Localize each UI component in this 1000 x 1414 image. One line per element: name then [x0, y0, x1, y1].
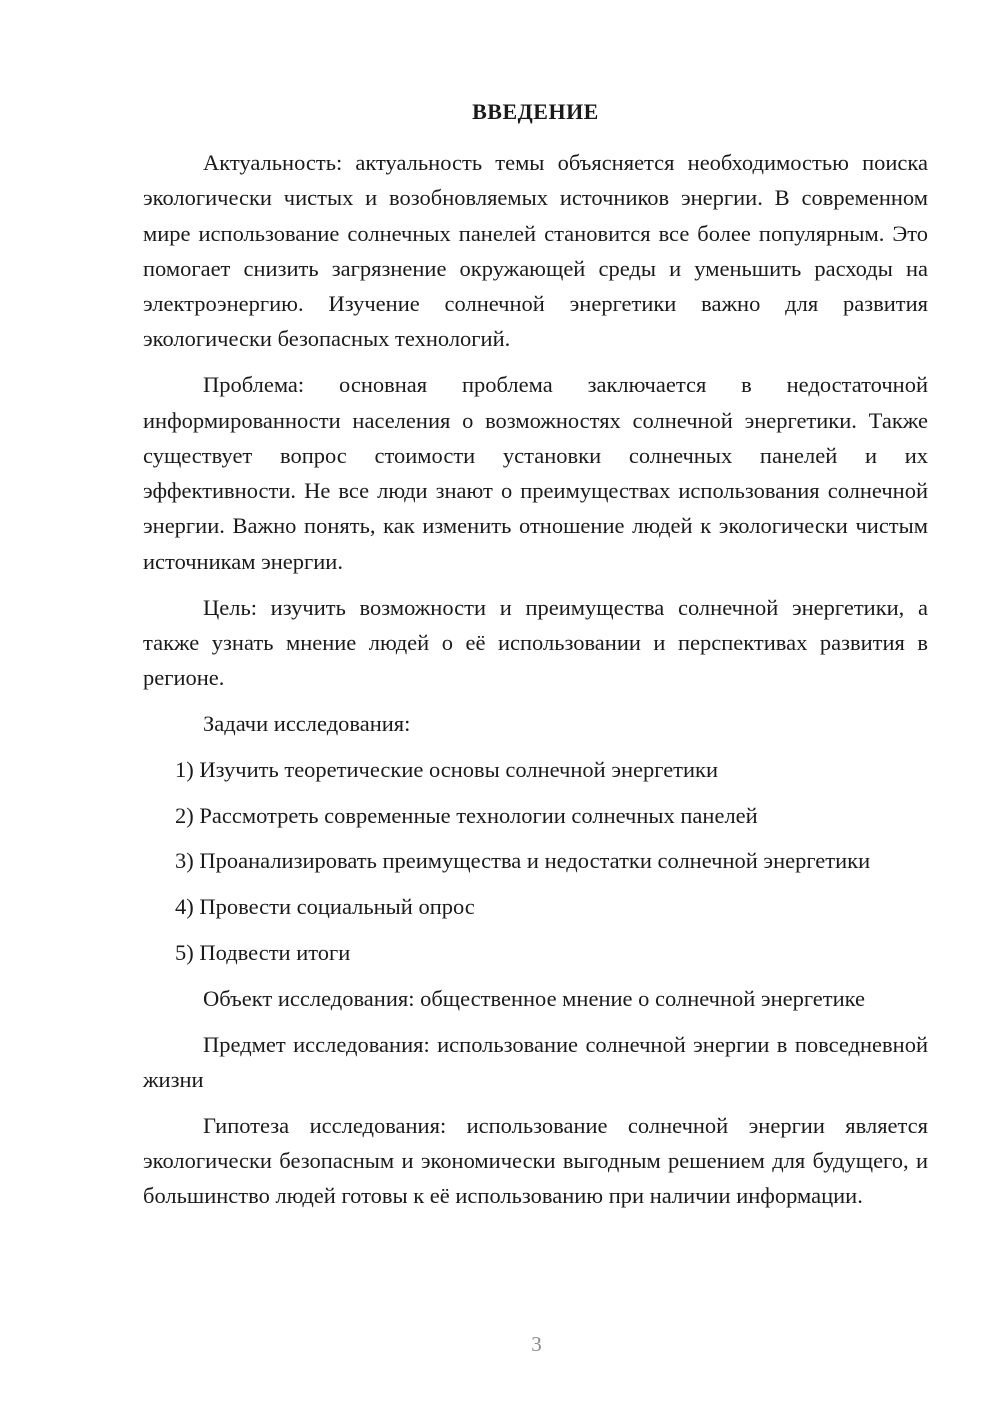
hypothesis-paragraph: Гипотеза исследования: использование солнечной энергии является экологически безопасным и экономически выгодным решением для будущего, и большинство людей готовы к её использованию при наличии информации. [143, 1112, 928, 1209]
page-number: 3 [531, 1332, 542, 1356]
problem-paragraph: Проблема: основная проблема заключается в недостаточной информированности населения о возможностях солнечной энергетики. Также существует вопрос стоимости установки солнечных панелей и их эффективности. Не все люди знают о преимуществах использования солнечной энергии. Важно понять, как изменить отношение людей к экологически чистым источникам энергии. [143, 372, 928, 574]
goal-paragraph: Цель: изучить возможности и преимущества солнечной энергетики, а также узнать мнение людей о её использовании и перспективах развития в регионе. [143, 594, 928, 691]
relevance-paragraph: Актуальность: актуальность темы объясняется необходимостью поиска экологически чистых и возобновляемых источников энергии. В современном мире использование солнечных панелей становится все более популярным. Это помогает снизить загрязнение окружающей среды и уменьшить расходы на электроэнергию. Изучение солнечной энергетики важно для развития экологически безопасных технологий. [143, 150, 928, 352]
tasks-heading: Задачи исследования: [203, 710, 411, 736]
page-title: ВВЕДЕНИЕ [472, 99, 599, 124]
task-item-5: 5) Подвести итоги [175, 939, 351, 965]
subject-paragraph: Предмет исследования: использование солнечной энергии в повседневной жизни [143, 1031, 928, 1092]
task-item-2: 2) Рассмотреть современные технологии солнечных панелей [175, 802, 758, 828]
task-item-4: 4) Провести социальный опрос [175, 894, 475, 920]
page-content [143, 94, 928, 1224]
task-item-1: 1) Изучить теоретические основы солнечной энергетики [175, 756, 719, 782]
task-item-3: 3) Проанализировать преимущества и недостатки солнечной энергетики [175, 848, 871, 874]
object-paragraph: Объект исследования: общественное мнение о солнечной энергетике [203, 985, 866, 1011]
